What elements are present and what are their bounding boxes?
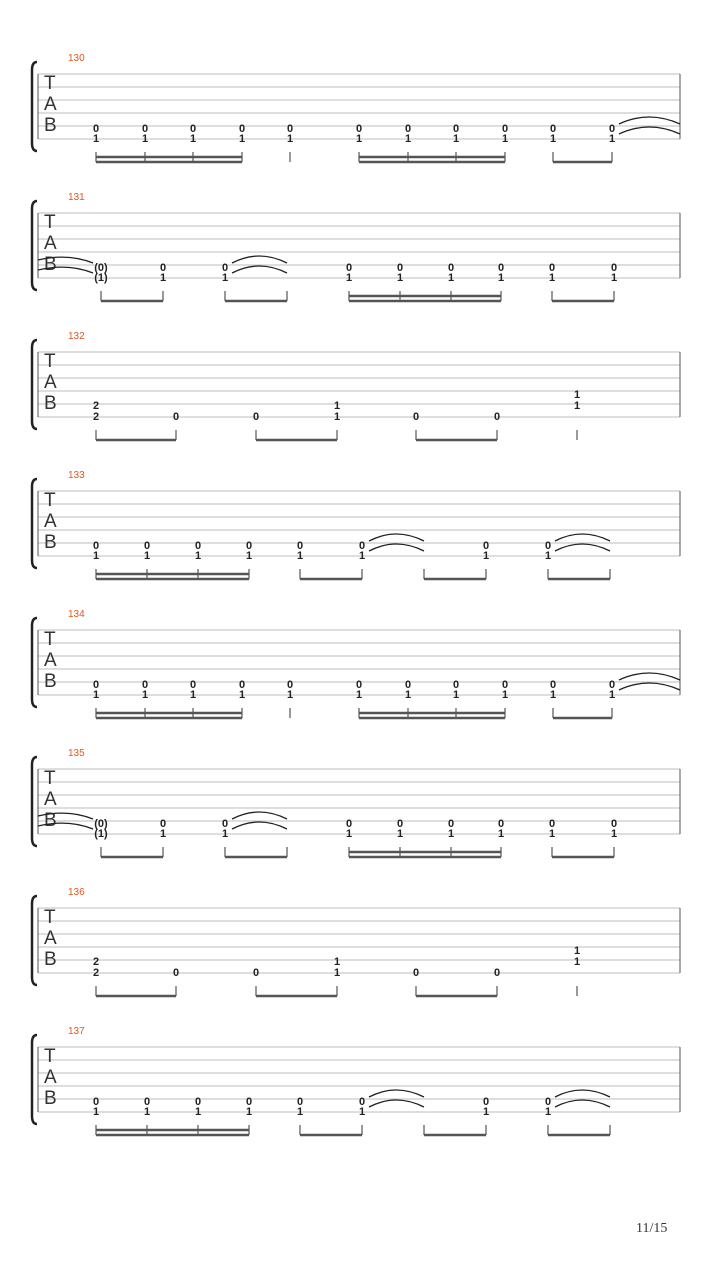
tab-clef-letter: A <box>44 928 57 949</box>
fret-number: 1 <box>573 400 581 412</box>
fret-number: 0 <box>549 679 557 691</box>
fret-number: 0 <box>501 679 509 691</box>
fret-number: 0 <box>544 1096 552 1108</box>
fret-number: 1 <box>355 133 363 145</box>
fret-number: 1 <box>221 828 229 840</box>
fret-number: 0 <box>452 123 460 135</box>
fret-number: 1 <box>189 133 197 145</box>
fret-number: 1 <box>573 389 581 401</box>
fret-number: 1 <box>608 133 616 145</box>
tie-arc <box>555 534 610 541</box>
tab-clef-letter: B <box>44 1088 57 1109</box>
fret-number: 2 <box>92 967 100 979</box>
system-bracket <box>32 1035 37 1124</box>
fret-number: 1 <box>245 550 253 562</box>
tie-arc <box>232 812 287 819</box>
tab-clef-letter: T <box>44 490 56 511</box>
tab-clef-letter: T <box>44 907 56 928</box>
fret-number: 0 <box>404 679 412 691</box>
system-bracket <box>32 896 37 985</box>
fret-number: 0 <box>482 540 490 552</box>
fret-number: 1 <box>404 133 412 145</box>
fret-number: 1 <box>189 689 197 701</box>
tie-arc <box>555 544 610 551</box>
fret-number: 1 <box>497 828 505 840</box>
fret-number: 1 <box>333 956 341 968</box>
tie-arc <box>555 1100 610 1107</box>
fret-number: 0 <box>608 679 616 691</box>
fret-number: 0 <box>482 1096 490 1108</box>
fret-number: 0 <box>412 411 420 423</box>
fret-number: 0 <box>221 818 229 830</box>
tab-clef-letter: A <box>44 372 57 393</box>
system-bracket <box>32 757 37 846</box>
tab-system <box>32 470 680 579</box>
fret-number: 0 <box>493 967 501 979</box>
fret-number: 0 <box>172 411 180 423</box>
fret-number: 0 <box>447 818 455 830</box>
fret-number: 1 <box>238 689 246 701</box>
tab-clef-letter: B <box>44 115 57 136</box>
fret-number: 0 <box>396 262 404 274</box>
fret-number: 1 <box>358 550 366 562</box>
fret-number: 1 <box>497 272 505 284</box>
fret-number: 2 <box>92 400 100 412</box>
fret-number: 0 <box>396 818 404 830</box>
fret-number: 0 <box>296 540 304 552</box>
tie-arc <box>369 544 424 551</box>
fret-number: 0 <box>452 679 460 691</box>
fret-number: 1 <box>549 689 557 701</box>
measure-number: 134 <box>68 609 85 620</box>
tie-arc <box>232 822 287 829</box>
page-number: 11/15 <box>636 1221 668 1236</box>
fret-number: 1 <box>447 828 455 840</box>
fret-number: 1 <box>452 133 460 145</box>
tie-arc <box>619 117 680 124</box>
tab-clef-letter: B <box>44 810 57 831</box>
fret-number: 0 <box>404 123 412 135</box>
fret-number: 2 <box>92 411 100 423</box>
tab-clef-letter: B <box>44 949 57 970</box>
fret-number: 0 <box>194 540 202 552</box>
tie-arc <box>369 1100 424 1107</box>
tab-clef-letter: A <box>44 789 57 810</box>
fret-number: 0 <box>159 818 167 830</box>
fret-number: 1 <box>452 689 460 701</box>
tie-arc <box>232 256 287 263</box>
fret-number: 1 <box>333 400 341 412</box>
measure-number: 131 <box>68 192 85 203</box>
measure-number: 136 <box>68 887 85 898</box>
fret-number: 1 <box>548 272 556 284</box>
fret-number: 0 <box>610 818 618 830</box>
fret-number: 0 <box>245 540 253 552</box>
fret-number: 1 <box>396 272 404 284</box>
fret-number: 1 <box>573 956 581 968</box>
fret-number: 0 <box>245 1096 253 1108</box>
tab-clef-letter: A <box>44 650 57 671</box>
tab-system <box>32 53 680 162</box>
tab-system <box>32 887 680 996</box>
fret-number: 0 <box>497 262 505 274</box>
tab-system <box>32 331 680 440</box>
fret-number: 1 <box>245 1106 253 1118</box>
fret-number: (1) <box>94 828 108 840</box>
fret-number: 0 <box>501 123 509 135</box>
fret-number: 0 <box>189 123 197 135</box>
tab-system <box>32 192 680 301</box>
tab-clef-letter: T <box>44 212 56 233</box>
fret-number: (0) <box>94 818 108 830</box>
tab-clef-letter: T <box>44 1046 56 1067</box>
fret-number: 1 <box>238 133 246 145</box>
fret-number: 0 <box>92 679 100 691</box>
fret-number: 1 <box>141 689 149 701</box>
tie-arc <box>369 1090 424 1097</box>
fret-number: 1 <box>221 272 229 284</box>
fret-number: 1 <box>549 133 557 145</box>
fret-number: 1 <box>92 133 100 145</box>
tie-arc <box>619 127 680 134</box>
fret-number: 0 <box>286 123 294 135</box>
tie-arc <box>232 266 287 273</box>
system-bracket <box>32 62 37 151</box>
fret-number: 0 <box>355 679 363 691</box>
fret-number: 0 <box>252 411 260 423</box>
fret-number: 1 <box>544 550 552 562</box>
tab-system <box>32 609 680 718</box>
fret-number: 1 <box>92 689 100 701</box>
fret-number: 1 <box>610 272 618 284</box>
fret-number: 1 <box>548 828 556 840</box>
fret-number: 1 <box>143 1106 151 1118</box>
fret-number: 1 <box>333 411 341 423</box>
tie-arc <box>619 683 680 690</box>
fret-number: 1 <box>501 133 509 145</box>
fret-number: 0 <box>143 540 151 552</box>
fret-number: 1 <box>333 967 341 979</box>
fret-number: 0 <box>544 540 552 552</box>
fret-number: 1 <box>92 550 100 562</box>
fret-number: 1 <box>358 1106 366 1118</box>
fret-number: 0 <box>548 818 556 830</box>
fret-number: 1 <box>482 1106 490 1118</box>
fret-number: 1 <box>608 689 616 701</box>
fret-number: 0 <box>143 1096 151 1108</box>
fret-number: 1 <box>296 1106 304 1118</box>
tab-clef-letter: T <box>44 629 56 650</box>
measure-number: 133 <box>68 470 85 481</box>
tab-clef-letter: B <box>44 532 57 553</box>
fret-number: 0 <box>296 1096 304 1108</box>
fret-number: 1 <box>194 1106 202 1118</box>
fret-number: 0 <box>610 262 618 274</box>
tab-clef-letter: A <box>44 233 57 254</box>
tab-clef-letter: T <box>44 73 56 94</box>
fret-number: 1 <box>141 133 149 145</box>
fret-number: 0 <box>549 123 557 135</box>
tab-clef-letter: B <box>44 393 57 414</box>
tab-clef-letter: B <box>44 254 57 275</box>
measure-number: 135 <box>68 748 85 759</box>
fret-number: 1 <box>610 828 618 840</box>
fret-number: 1 <box>159 272 167 284</box>
fret-number: 0 <box>92 1096 100 1108</box>
tab-system <box>32 1026 680 1135</box>
fret-number: 0 <box>172 967 180 979</box>
tie-arc <box>555 1090 610 1097</box>
fret-number: 1 <box>286 689 294 701</box>
fret-number: 0 <box>238 679 246 691</box>
tab-clef-letter: B <box>44 671 57 692</box>
fret-number: 1 <box>92 1106 100 1118</box>
fret-number: 0 <box>497 818 505 830</box>
fret-number: 1 <box>159 828 167 840</box>
fret-number: 0 <box>238 123 246 135</box>
fret-number: 0 <box>189 679 197 691</box>
fret-number: 0 <box>221 262 229 274</box>
tab-clef-letter: A <box>44 94 57 115</box>
fret-number: 0 <box>286 679 294 691</box>
fret-number: 1 <box>501 689 509 701</box>
fret-number: 1 <box>544 1106 552 1118</box>
fret-number: 1 <box>482 550 490 562</box>
system-bracket <box>32 340 37 429</box>
measure-number: 130 <box>68 53 85 64</box>
fret-number: 0 <box>447 262 455 274</box>
fret-number: 0 <box>412 967 420 979</box>
tab-clef-letter: A <box>44 1067 57 1088</box>
fret-number: 0 <box>608 123 616 135</box>
tab-system <box>32 748 680 857</box>
tie-arc <box>619 673 680 680</box>
fret-number: 1 <box>345 828 353 840</box>
fret-number: 0 <box>141 123 149 135</box>
fret-number: 0 <box>345 818 353 830</box>
fret-number: 1 <box>447 272 455 284</box>
fret-number: 1 <box>296 550 304 562</box>
measure-number: 132 <box>68 331 85 342</box>
measure-number: 137 <box>68 1026 85 1037</box>
fret-number: 0 <box>493 411 501 423</box>
fret-number: 1 <box>355 689 363 701</box>
fret-number: 1 <box>143 550 151 562</box>
tab-clef-letter: A <box>44 511 57 532</box>
fret-number: 0 <box>92 123 100 135</box>
fret-number: 1 <box>396 828 404 840</box>
fret-number: 0 <box>194 1096 202 1108</box>
fret-number: (1) <box>94 272 108 284</box>
fret-number: 0 <box>355 123 363 135</box>
fret-number: 0 <box>358 540 366 552</box>
fret-number: 0 <box>358 1096 366 1108</box>
fret-number: 1 <box>404 689 412 701</box>
fret-number: 0 <box>252 967 260 979</box>
fret-number: 0 <box>548 262 556 274</box>
fret-number: 2 <box>92 956 100 968</box>
tie-arc <box>369 534 424 541</box>
fret-number: 1 <box>573 945 581 957</box>
fret-number: 0 <box>141 679 149 691</box>
tab-clef-letter: T <box>44 768 56 789</box>
fret-number: 1 <box>194 550 202 562</box>
fret-number: 0 <box>92 540 100 552</box>
tab-clef-letter: T <box>44 351 56 372</box>
system-bracket <box>32 618 37 707</box>
fret-number: (0) <box>94 262 108 274</box>
fret-number: 0 <box>159 262 167 274</box>
fret-number: 1 <box>286 133 294 145</box>
fret-number: 1 <box>345 272 353 284</box>
fret-number: 0 <box>345 262 353 274</box>
system-bracket <box>32 201 37 290</box>
system-bracket <box>32 479 37 568</box>
